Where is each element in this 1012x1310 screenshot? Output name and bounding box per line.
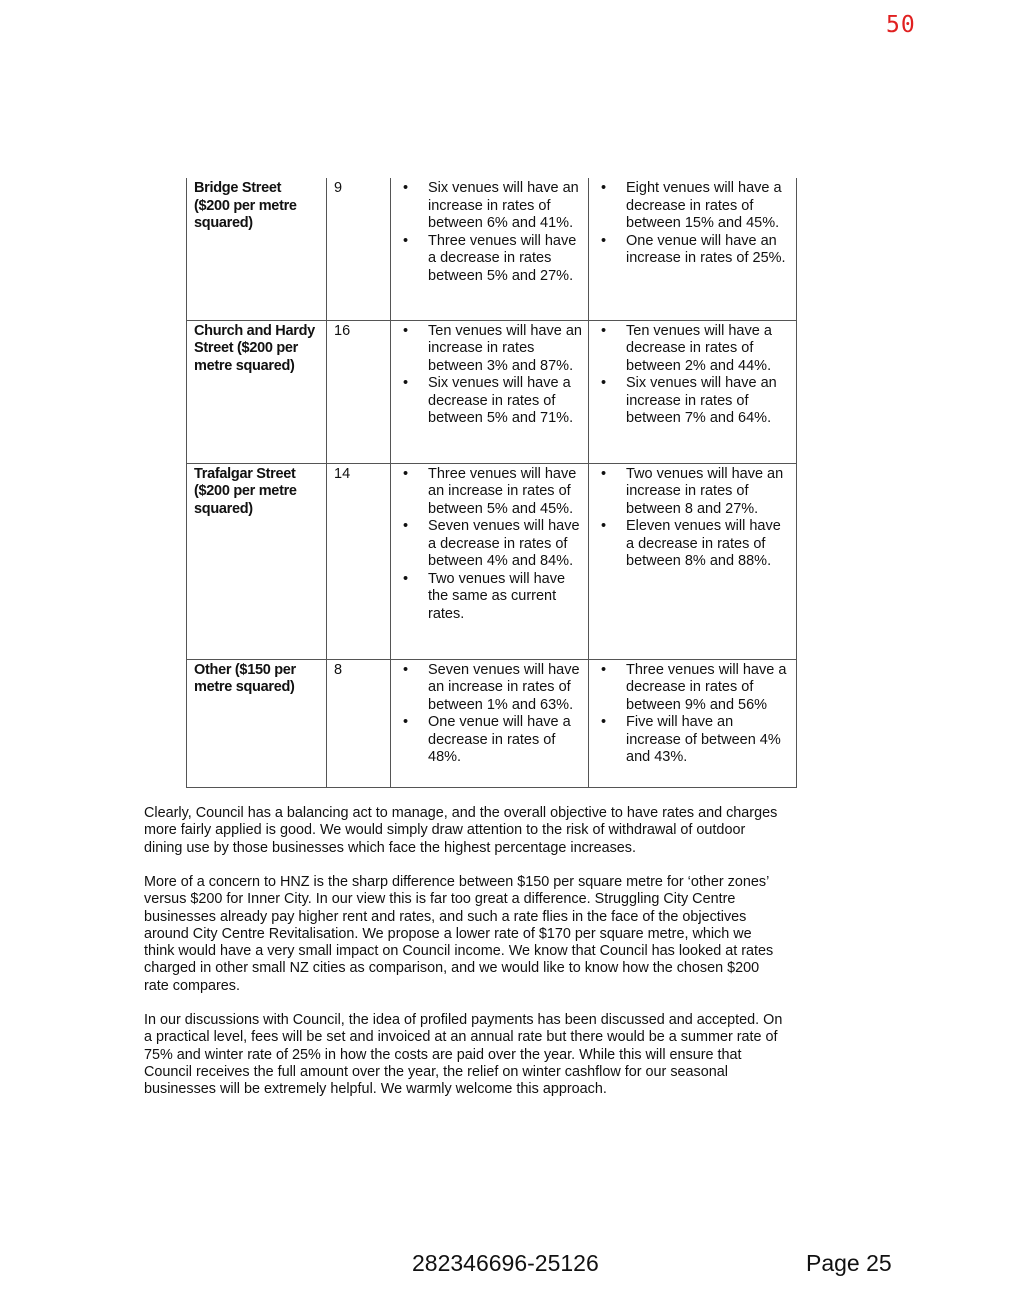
proposed-effect-cell [589,178,797,320]
current-effect-cell [391,463,589,659]
paragraph-profiled-payments: In our discussions with Council, the idea of profiled payments has been discussed and accepted. On a practical level, fees will be set and invoiced at an annual rate but there would be a summer rate of 75% and winter rate of 25% in how the costs are paid over the year. While this will ensure that Council receives the full amount over the year, the relief on winter cashflow for our seasonal businesses will be extremely helpful. We warmly welcome this approach. [144,1012,783,1098]
paragraph-balancing: Clearly, Council has a balancing act to manage, and the overall objective to have rates and charges more fairly applied is good. We would simply draw attention to the risk of withdrawal of outdoor dining use by those businesses which face the highest percentage increases. [144,805,778,856]
zone-cell: Trafalgar Street ($200 per metre squared) [187,463,327,659]
zone-cell: Church and Hardy Street ($200 per metre squared) [187,320,327,463]
bullet-item: • Five will have an increase of between 4% and 43%. [626,714,790,767]
bullet-item: • Two venues will have the same as current rates. [428,571,582,624]
current-effect-cell [391,178,589,320]
bullet-list [596,466,790,571]
document-id: 282346696-25126 [412,1250,599,1276]
proposed-effect-cell [589,320,797,463]
bullet-item: • Ten venues will have an increase in rates between 3% and 87%. [428,323,582,376]
venue-count-cell: 9 [327,178,391,320]
bullet-item: • Seven venues will have a decrease in rates of between 4% and 84%. [428,518,582,571]
table-row [187,178,797,320]
venue-count-cell: 14 [327,463,391,659]
bullet-list [398,323,582,428]
current-effect-cell [391,659,589,787]
bullet-list [398,180,582,285]
bullet-list [596,180,790,268]
table-row [187,320,797,463]
bullet-item: • One venue will have a decrease in rates of 48%. [428,714,582,767]
bullet-item: • Three venues will have a decrease in rates of between 9% and 56% [626,662,790,715]
bullet-list [398,466,582,624]
bullet-list [398,662,582,767]
bullet-item: • Six venues will have a decrease in rates of between 5% and 71%. [428,375,582,428]
zone-cell: Bridge Street ($200 per metre squared) [187,178,327,320]
page-number: Page 25 [806,1250,892,1276]
venue-count-cell: 16 [327,320,391,463]
bullet-item: • Six venues will have an increase in rates of between 6% and 41%. [428,180,582,233]
table-row [187,463,797,659]
zone-cell: Other ($150 per metre squared) [187,659,327,787]
proposed-effect-cell [589,659,797,787]
bullet-item: • Two venues will have an increase in rates of between 8 and 27%. [626,466,790,519]
rates-table [186,178,797,788]
bullet-item: • One venue will have an increase in rates of 25%. [626,233,790,268]
bullet-item: • Three venues will have a decrease in rates between 5% and 27%. [428,233,582,286]
paragraph-concern: More of a concern to HNZ is the sharp difference between $150 per square metre for ‘other zones’ versus $200 for Inner City. In our view this is far too great a difference. Struggling City Centre businesses already pay higher rent and rates, and such a rate flies in the face of the objectives around City Centre Revitalisation. We propose a lower rate of $170 per square metre, which we think would have a very small impact on Council income. We know that Council has looked at rates charged in other small NZ cities as comparison, and we would like to know how the chosen $200 rate compares. [144,874,774,994]
bullet-item: • Three venues will have an increase in rates of between 5% and 45%. [428,466,582,519]
page-stamp: 50 [886,12,916,38]
bullet-item: • Ten venues will have a decrease in rates of between 2% and 44%. [626,323,790,376]
proposed-effect-cell [589,463,797,659]
bullet-list [596,323,790,428]
current-effect-cell [391,320,589,463]
bullet-item: • Six venues will have an increase in rates of between 7% and 64%. [626,375,790,428]
venue-count-cell: 8 [327,659,391,787]
bullet-list [596,662,790,767]
bullet-item: • Eleven venues will have a decrease in rates of between 8% and 88%. [626,518,790,571]
bullet-item: • Seven venues will have an increase in rates of between 1% and 63%. [428,662,582,715]
table-row [187,659,797,787]
bullet-item: • Eight venues will have a decrease in rates of between 15% and 45%. [626,180,790,233]
